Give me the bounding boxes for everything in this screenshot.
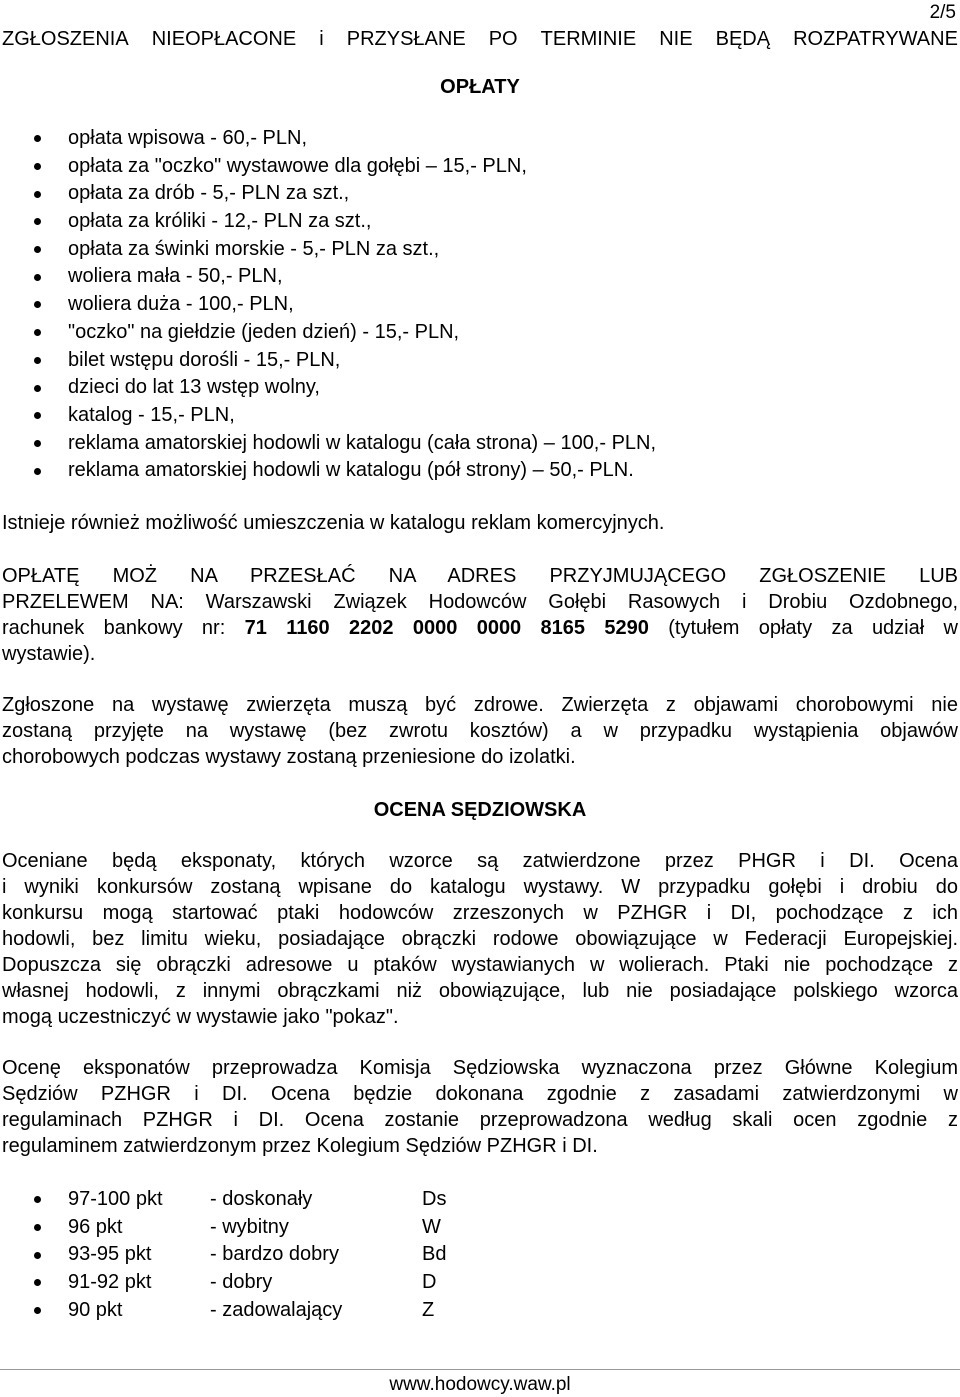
paragraph-line: Oceniane będą eksponaty, których wzorce są zatwierdzone przez PHGR i DI. Ocena — [2, 850, 958, 872]
list-item: "oczko" na giełdzie (jeden dzień) - 15,- PLN, — [0, 319, 656, 347]
health-paragraph — [2, 692, 958, 770]
grade-points: 96 pkt — [68, 1215, 123, 1238]
paragraph-line: Sędziów PZHGR i DI. Ocena będzie dokonana zgodnie z zasadami zatwierdzonymi w — [2, 1083, 958, 1105]
fees-heading: OPŁATY — [440, 76, 520, 98]
footer-url: www.hodowcy.waw.pl — [389, 1374, 571, 1395]
grade-points: 91-92 pkt — [68, 1271, 152, 1294]
grade-points: 97-100 pkt — [68, 1188, 163, 1210]
list-item: dzieci do lat 13 wstęp wolny, — [0, 374, 656, 402]
list-item: opłata za świnki morskie - 5,- PLN za szt., — [0, 236, 656, 264]
paragraph-line: PRZELEWEM NA: Warszawski Związek Hodowców Gołębi Rasowych i Drobiu Ozdobnego, — [2, 591, 958, 613]
paragraph-line: Dopuszcza się obrączki adresowe u ptaków wystawianych w wolierach. Ptaki nie pochodzące z — [2, 954, 958, 976]
page-number: 2/5 — [929, 2, 956, 23]
grade-code: Z — [422, 1298, 435, 1321]
paragraph-line: hodowli, bez limitu wieku, posiadające obrączki rodowe obowiązujące w Federacji Europejskiej. — [2, 928, 958, 950]
grade-code: Ds — [422, 1188, 447, 1210]
grade-code: Bd — [422, 1243, 447, 1266]
grade-description: - zadowalający — [210, 1298, 343, 1321]
list-item: reklama amatorskiej hodowli w katalogu (pół strony) – 50,- PLN. — [0, 457, 656, 485]
grade-points: 90 pkt — [68, 1298, 123, 1321]
banner-word: i — [319, 28, 324, 50]
paragraph-line: zostaną przyjęte na wystawę (bez zwrotu kosztów) a w przypadku wystąpienia objawów — [2, 720, 958, 742]
paragraph-line: mogą uczestniczyć w wystawie jako "pokaz". — [2, 1006, 399, 1028]
list-item: woliera mała - 50,- PLN, — [0, 263, 656, 291]
paragraph-line: Istnieje również możliwość umieszczenia w katalogu reklam komercyjnych. — [2, 512, 665, 534]
list-item: opłata za "oczko" wystawowe dla gołębi – 15,- PLN, — [0, 153, 656, 181]
paragraph-line: własnej hodowli, z innymi obrączkami niż obowiązujące, lub nie posiadające polskiego wzorca — [2, 980, 958, 1002]
payment-paragraph — [2, 563, 958, 667]
banner-word: NIE — [659, 28, 693, 50]
grade-code: W — [422, 1215, 441, 1238]
paragraph-line: konkursu mogą startować ptaki hodowców zrzeszonych w PZHGR i DI, pochodzące z ich — [2, 902, 958, 924]
paragraph-line — [2, 615, 958, 641]
list-item: opłata wpisowa - 60,- PLN, — [0, 125, 656, 153]
paragraph-line: regulaminach PZHGR i DI. Ocena zostanie przeprowadzona według skali ocen zgodnie z — [2, 1109, 958, 1131]
paragraph-line: chorobowych podczas wystawy zostaną przeniesione do izolatki. — [2, 746, 576, 768]
account-label: rachunek bankowy nr: — [2, 617, 226, 639]
ads-note — [2, 510, 958, 536]
judging-paragraph-1 — [2, 848, 958, 1030]
banner-word: BĘDĄ — [715, 28, 771, 50]
grade-description: - bardzo dobry — [210, 1243, 339, 1266]
paragraph-line: OPŁATĘ MOŻ NA PRZESŁAĆ NA ADRES PRZYJMUJĄCEGO ZGŁOSZENIE LUB — [2, 565, 958, 587]
grade-code: D — [422, 1271, 437, 1294]
fees-list — [0, 125, 656, 485]
footer-divider — [0, 1369, 960, 1370]
grade-description: - doskonały — [210, 1188, 313, 1210]
grade-description: - wybitny — [210, 1215, 289, 1238]
grade-description: - dobry — [210, 1271, 273, 1294]
grade-points: 93-95 pkt — [68, 1243, 152, 1266]
judging-paragraph-2 — [2, 1055, 958, 1159]
list-item: woliera duża - 100,- PLN, — [0, 291, 656, 319]
banner-word: NIEOPŁACONE — [151, 28, 297, 50]
account-suffix: (tytułem opłaty za udział w — [668, 617, 958, 639]
late-submission-banner — [2, 26, 958, 52]
paragraph-line: Zgłoszone na wystawę zwierzęta muszą być zdrowe. Zwierzęta z objawami chorobowymi nie — [2, 694, 958, 716]
banner-word: TERMINIE — [540, 28, 637, 50]
judging-heading: OCENA SĘDZIOWSKA — [373, 799, 587, 821]
paragraph-line: i wyniki konkursów zostaną wpisane do katalogu wystawy. W przypadku gołębi i drobiu do — [2, 876, 958, 898]
list-item: reklama amatorskiej hodowli w katalogu (cała strona) – 100,- PLN, — [0, 430, 656, 458]
banner-word: ROZPATRYWANE — [793, 28, 958, 50]
banner-word: ZGŁOSZENIA — [2, 28, 129, 50]
list-item: bilet wstępu dorośli - 15,- PLN, — [0, 347, 656, 375]
paragraph-line: regulaminem zatwierdzonym przez Kolegium Sędziów PZHGR i DI. — [2, 1135, 598, 1157]
banner-word: PO — [488, 28, 518, 50]
paragraph-line: wystawie). — [2, 643, 96, 665]
paragraph-line: Ocenę eksponatów przeprowadza Komisja Sędziowska wyznaczona przez Główne Kolegium — [2, 1057, 958, 1079]
banner-word: PRZYSŁANE — [346, 28, 466, 50]
list-item: opłata za króliki - 12,- PLN za szt., — [0, 208, 656, 236]
list-item: katalog - 15,- PLN, — [0, 402, 656, 430]
list-item: opłata za drób - 5,- PLN za szt., — [0, 180, 656, 208]
account-number: 71 1160 2202 0000 0000 8165 5290 — [244, 617, 649, 639]
